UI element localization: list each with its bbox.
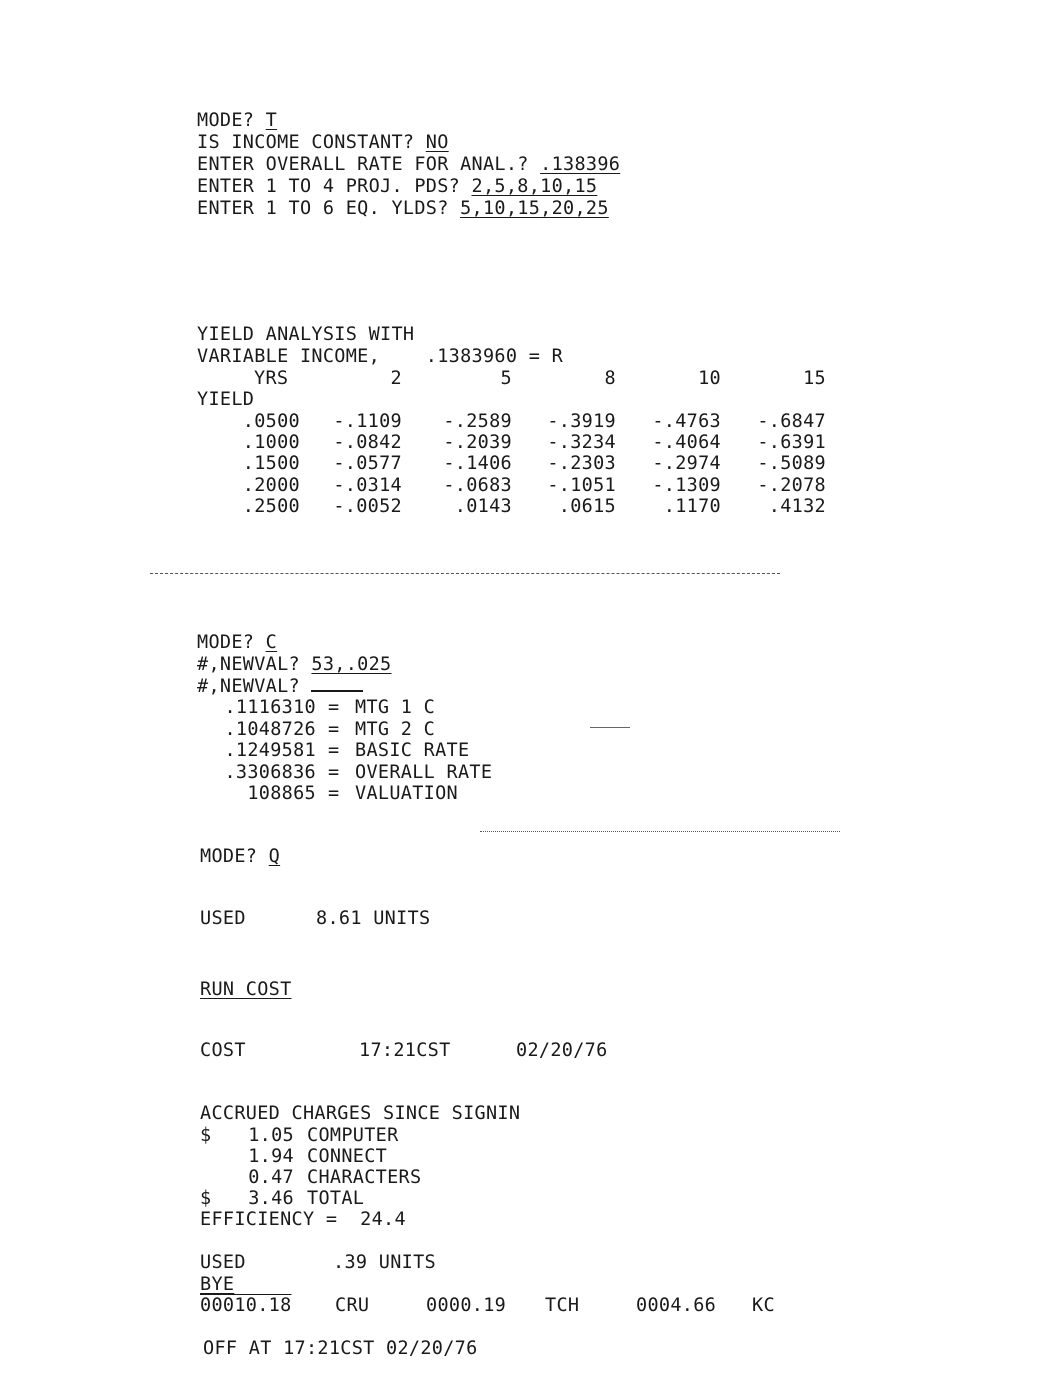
table-cell: -.6391: [757, 432, 826, 454]
table-cell: -.6847: [757, 411, 826, 432]
result-label: MTG 2 C: [355, 718, 436, 740]
eq-answer: 5,10,15,20,25: [460, 198, 609, 219]
used-value: 8.61 UNITS: [316, 908, 431, 929]
separator-1: [150, 573, 780, 574]
table-cell: .0143: [454, 495, 512, 517]
newval-prompt: #,NEWVAL?: [197, 676, 300, 697]
equals-sign: =: [328, 697, 340, 718]
charge-label: CHARACTERS: [307, 1167, 422, 1188]
table-cell: -.2303: [547, 453, 616, 475]
proj-line: [197, 176, 597, 197]
table-cell: -.4763: [652, 411, 721, 432]
income-answer: NO: [425, 132, 449, 153]
efficiency-label: EFFICIENCY =: [200, 1209, 338, 1230]
table-cell: .4132: [768, 495, 826, 517]
table-cell: -.2589: [443, 411, 512, 432]
table-cell: -.0052: [333, 495, 402, 517]
result-value: .1048726: [224, 718, 316, 740]
table-cell: -.1109: [333, 411, 402, 432]
mode-answer: C: [265, 632, 278, 653]
charge-currency: $: [200, 1188, 212, 1209]
yrs-label: YRS: [254, 368, 289, 389]
equals-sign: =: [328, 740, 340, 761]
used2-label: USED: [200, 1252, 246, 1273]
cost-date: 02/20/76: [516, 1040, 608, 1061]
newval-line-2: [197, 675, 363, 697]
table-cell: -.2039: [443, 432, 512, 454]
separator-2: [480, 831, 840, 832]
used-label: USED: [200, 908, 246, 929]
row-yield: .1000: [242, 432, 300, 454]
result-value: .1116310: [224, 697, 316, 718]
mode-answer: Q: [268, 846, 281, 867]
column-header: 2: [390, 368, 402, 389]
yield-label: YIELD: [197, 389, 255, 410]
tch-value: 0000.19: [426, 1295, 507, 1316]
equals-sign: =: [328, 718, 340, 740]
run-cost: RUN COST: [200, 979, 292, 1000]
charge-label: COMPUTER: [307, 1125, 399, 1146]
charge-amount: 3.46: [248, 1188, 294, 1209]
table-cell: -.4064: [652, 432, 721, 454]
equals-sign: =: [328, 761, 340, 783]
cru-value: 00010.18: [200, 1295, 292, 1316]
newval-line-1: [197, 654, 391, 675]
table-cell: -.0683: [443, 474, 512, 496]
result-value: .1249581: [224, 740, 316, 761]
rate-line: [197, 154, 620, 175]
rate-answer: .138396: [540, 154, 621, 175]
mode-line-1: [197, 110, 277, 131]
row-yield: .0500: [242, 411, 300, 432]
off-line: OFF AT 17:21CST 02/20/76: [203, 1338, 478, 1359]
table-cell: -.0842: [333, 432, 402, 454]
charge-currency: $: [200, 1125, 212, 1146]
table-cell: -.1406: [443, 453, 512, 475]
mode-prompt: MODE?: [197, 632, 255, 653]
cost-time: 17:21CST: [359, 1040, 451, 1061]
eq-prompt: ENTER 1 TO 6 EQ. YLDS?: [197, 198, 449, 219]
charge-amount: 1.94: [248, 1146, 294, 1167]
kc-value: 0004.66: [636, 1295, 717, 1316]
column-header: 15: [803, 368, 826, 389]
column-header: 5: [500, 368, 512, 389]
proj-answer: 2,5,8,10,15: [471, 176, 598, 197]
table-cell: -.2078: [757, 474, 826, 496]
table-cell: -.0314: [333, 474, 402, 496]
result-label: BASIC RATE: [355, 740, 470, 761]
row-yield: .2000: [242, 474, 300, 496]
proj-prompt: ENTER 1 TO 4 PROJ. PDS?: [197, 176, 461, 197]
cru-label: CRU: [335, 1295, 370, 1316]
rate-prompt: ENTER OVERALL RATE FOR ANAL.?: [197, 154, 529, 175]
result-value: 108865: [247, 783, 316, 804]
charge-label: TOTAL: [307, 1188, 365, 1209]
table-cell: -.5089: [757, 453, 826, 475]
table-cell: .0615: [558, 495, 616, 517]
table-cell: -.1051: [547, 474, 616, 496]
bye: BYE: [200, 1274, 235, 1295]
result-label: MTG 1 C: [355, 697, 436, 718]
column-header: 8: [604, 368, 616, 389]
cost-label: COST: [200, 1040, 246, 1061]
kc-label: KC: [752, 1295, 775, 1316]
row-yield: .1500: [242, 453, 300, 475]
table-cell: -.3919: [547, 411, 616, 432]
used2-value: .39 UNITS: [333, 1252, 436, 1273]
mode-answer: T: [265, 110, 278, 131]
accrued-title: ACCRUED CHARGES SINCE SIGNIN: [200, 1103, 521, 1124]
mode-prompt: MODE?: [200, 846, 258, 867]
efficiency-value: 24.4: [360, 1209, 406, 1230]
table-cell: -.2974: [652, 453, 721, 475]
row-yield: .2500: [242, 495, 300, 517]
mode-line-3: [200, 846, 280, 867]
mode-prompt: MODE?: [197, 110, 255, 131]
result-label: VALUATION: [355, 783, 458, 804]
efficiency-line: [200, 1209, 406, 1230]
table-cell: -.1309: [652, 474, 721, 496]
eq-line: [197, 198, 609, 219]
newval-prompt: #,NEWVAL?: [197, 654, 300, 675]
charge-amount: 0.47: [248, 1167, 294, 1188]
table-cell: -.3234: [547, 432, 616, 454]
equals-sign: =: [328, 783, 340, 804]
charge-label: CONNECT: [307, 1146, 388, 1167]
column-header: 10: [698, 368, 721, 389]
charge-amount: 1.05: [248, 1125, 294, 1146]
yield-title-2: VARIABLE INCOME, .1383960 = R: [197, 346, 564, 367]
income-line: [197, 132, 449, 153]
income-prompt: IS INCOME CONSTANT?: [197, 132, 415, 153]
table-cell: -.0577: [333, 453, 402, 475]
table-cell: .1170: [663, 495, 721, 517]
stray-mark: [590, 727, 630, 728]
mode-line-2: [197, 632, 277, 653]
yield-title-1: YIELD ANALYSIS WITH: [197, 324, 415, 345]
tch-label: TCH: [545, 1295, 580, 1316]
newval-answer: 53,.025: [311, 654, 392, 675]
result-value: .3306836: [224, 761, 316, 783]
blank-answer: [311, 675, 363, 692]
result-label: OVERALL RATE: [355, 761, 493, 783]
